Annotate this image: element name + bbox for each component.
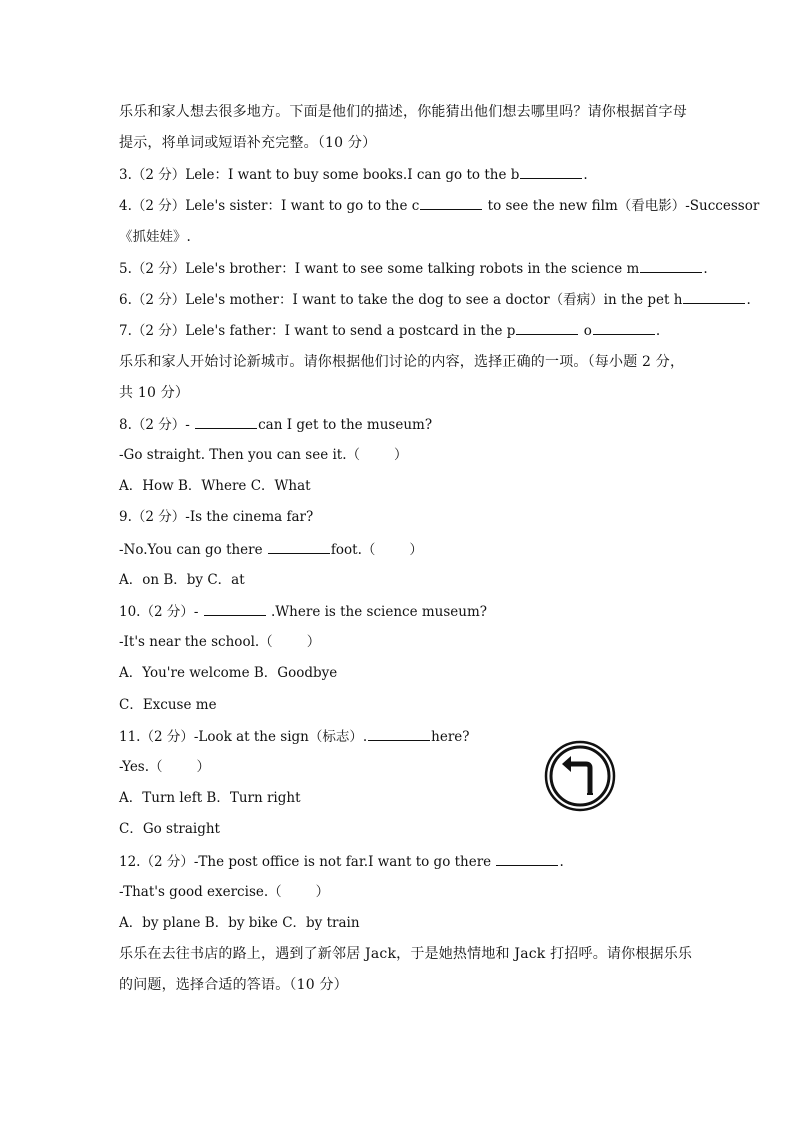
q12-answer xyxy=(119,883,329,901)
q7-text-mid: o xyxy=(579,323,592,339)
question-5 xyxy=(119,259,708,278)
q3-number: 3.（2 分） xyxy=(119,167,186,183)
section2-intro-line2: 共 10 分） xyxy=(119,385,190,401)
q12-number: 12.（2 分） xyxy=(119,854,194,870)
q9-answer-text-b: foot.（ xyxy=(330,542,376,558)
question-9 xyxy=(119,508,313,526)
q5-text: Lele's brother：I want to see some talking robots in the science m xyxy=(185,261,640,277)
q10-answer-text: -It's near the school.（ xyxy=(119,634,273,650)
q3-end: . xyxy=(583,167,588,183)
q8-blank[interactable] xyxy=(195,415,257,429)
q6-text: Lele's mother：I want to take the dog to see a doctor（看病）in the pet h xyxy=(185,292,683,308)
q10-options-ab: A．You're welcome B．Goodbye xyxy=(119,665,338,681)
q11-answer-text: -Yes.（ xyxy=(119,759,163,775)
question-6 xyxy=(119,290,751,309)
q9-number: 9.（2 分） xyxy=(119,509,186,525)
q10-blank[interactable] xyxy=(204,602,266,616)
q9-blank[interactable] xyxy=(268,540,330,554)
q9-answer xyxy=(119,540,423,559)
q4-text: Lele's sister：I want to go to the c xyxy=(185,198,420,214)
q11-number: 11.（2 分） xyxy=(119,729,194,745)
q10-number: 10.（2 分） xyxy=(119,604,194,620)
q11-options-ab: A．Turn left B．Turn right xyxy=(119,790,301,806)
q6-blank[interactable] xyxy=(683,290,745,304)
q7-text: Lele's father：I want to send a postcard in the p xyxy=(185,323,516,339)
q3-text: Lele：I want to buy some books.I can go to the b xyxy=(185,167,520,183)
q4-continuation: 《抓娃娃》. xyxy=(119,229,191,245)
q10-answer-close: ） xyxy=(306,634,321,650)
q5-number: 5.（2 分） xyxy=(119,261,186,277)
q11-answer-close: ） xyxy=(196,759,211,775)
section1-intro-line2: 提示，将单词或短语补充完整。（10 分） xyxy=(119,135,377,151)
q11-text: -Look at the sign（标志）. xyxy=(193,729,368,745)
q9-answer-text: -No.You can go there xyxy=(119,542,267,558)
question-12 xyxy=(119,852,564,871)
q5-end: . xyxy=(703,261,708,277)
q6-end: . xyxy=(746,292,751,308)
q7-end: . xyxy=(655,323,661,339)
q8-options: A．How B．Where C．What xyxy=(119,478,311,494)
section3-intro-line1: 乐乐在去往书店的路上，遇到了新邻居 Jack，于是她热情地和 Jack 打招呼。请你根据乐乐 xyxy=(119,946,693,962)
q11-answer xyxy=(119,758,210,776)
q10-option-c: C．Excuse me xyxy=(119,697,217,713)
question-11 xyxy=(119,727,470,746)
question-4 xyxy=(119,196,759,215)
q8-text: can I get to the museum? xyxy=(258,417,433,433)
turn-left-sign-icon xyxy=(540,740,620,812)
q10-answer xyxy=(119,633,320,651)
section2-intro-line1: 乐乐和家人开始讨论新城市。请你根据他们讨论的内容，选择正确的一项。（每小题 2 分， xyxy=(119,354,685,370)
q7-blank-1[interactable] xyxy=(516,321,578,335)
question-8 xyxy=(119,415,432,434)
q8-number: 8.（2 分） xyxy=(119,417,186,433)
q10-dash: - xyxy=(193,604,203,620)
q8-answer-text: -Go straight. Then you can see it.（ xyxy=(119,447,361,463)
q9-text: -Is the cinema far? xyxy=(185,509,314,525)
q12-blank[interactable] xyxy=(496,852,558,866)
question-10 xyxy=(119,602,487,621)
q7-blank-2[interactable] xyxy=(593,321,655,335)
question-7 xyxy=(119,321,660,340)
q9-answer-close: ） xyxy=(409,542,423,558)
q6-number: 6.（2 分） xyxy=(119,292,186,308)
q12-text: -The post office is not far.I want to go there xyxy=(193,854,496,870)
question-3 xyxy=(119,165,588,184)
q11-text-b: here? xyxy=(431,729,470,745)
section3-intro-line2: 的问题，选择合适的答语。（10 分） xyxy=(119,977,348,993)
q8-dash: - xyxy=(185,417,195,433)
q10-text: .Where is the science museum? xyxy=(266,604,488,620)
q8-answer-close: ） xyxy=(394,447,408,463)
q12-options: A．by plane B．by bike C．by train xyxy=(119,915,360,931)
q3-blank[interactable] xyxy=(520,165,582,179)
q12-end: . xyxy=(559,854,564,870)
q4-number: 4.（2 分） xyxy=(119,198,186,214)
q5-blank[interactable] xyxy=(640,259,702,273)
q11-option-c: C．Go straight xyxy=(119,821,220,837)
q12-answer-close: ） xyxy=(315,884,330,900)
q4-text-b: to see the new film（看电影）-Successor xyxy=(483,198,760,214)
q8-answer xyxy=(119,446,408,464)
q11-blank[interactable] xyxy=(368,727,430,741)
q12-answer-text: -That's good exercise.（ xyxy=(119,884,282,900)
q9-options: A．on B．by C．at xyxy=(119,572,245,588)
q4-blank[interactable] xyxy=(420,196,482,210)
section1-intro-line1: 乐乐和家人想去很多地方。下面是他们的描述，你能猜出他们想去哪里吗？请你根据首字母 xyxy=(119,104,687,120)
q7-number: 7.（2 分） xyxy=(119,323,186,339)
